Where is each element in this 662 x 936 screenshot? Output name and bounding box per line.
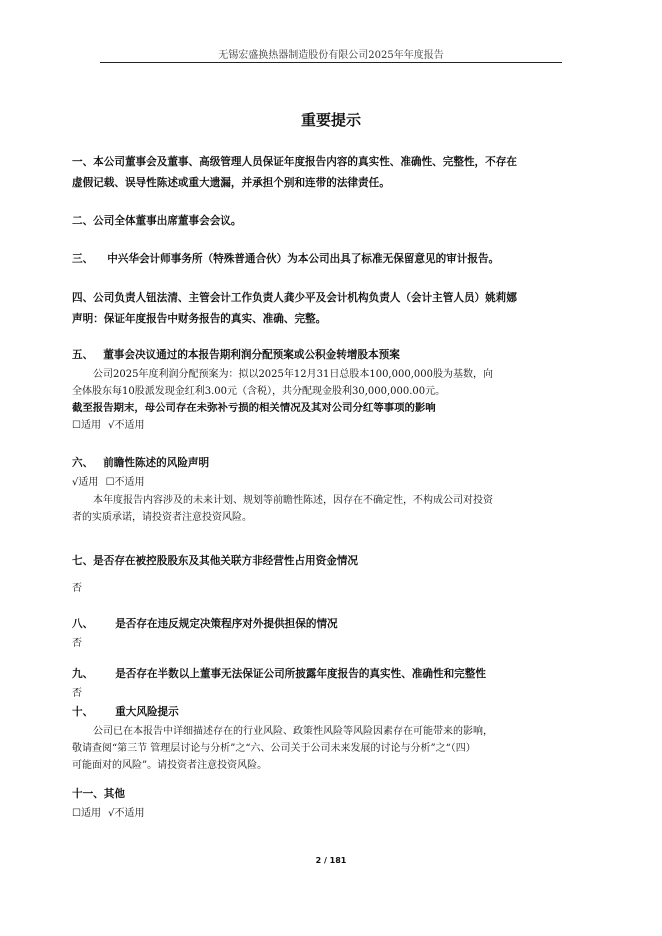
section-3-number: 三、 xyxy=(72,253,94,265)
section-1-line-2: 虚假记载、误导性陈述或重大遗漏，并承担个别和连带的法律责任。 xyxy=(72,177,390,189)
section-6-heading: 前瞻性陈述的风险声明 xyxy=(103,457,210,469)
section-2 xyxy=(72,211,572,232)
section-6-check-applicable: √适用 xyxy=(72,477,99,488)
section-5-check-not-applicable: √不适用 xyxy=(108,420,145,431)
page-number: 2 / 181 xyxy=(315,856,347,865)
section-11-check-not-applicable: √不适用 xyxy=(108,808,145,819)
section-10-para-2: 敬请查阅“第三节 管理层讨论与分析”之“六、公司关于公司未来发展的讨论与分析”之“（四） xyxy=(72,743,476,754)
section-11-checkboxes xyxy=(72,805,572,823)
section-7 xyxy=(72,551,572,597)
section-6 xyxy=(72,453,572,526)
section-3-text: 中兴华会计师事务所（特殊普通合伙）为本公司出具了标准无保留意见的审计报告。 xyxy=(107,253,500,265)
section-8-answer: 否 xyxy=(72,638,82,649)
section-8 xyxy=(72,614,572,652)
section-6-check-not-applicable: ☐不适用 xyxy=(105,477,145,488)
page-header: 无锡宏盛换热器制造股份有限公司2025年年度报告 xyxy=(218,50,444,61)
header-rule xyxy=(100,62,562,63)
section-7-heading: 七、是否存在被控股股东及其他关联方非经营性占用资金情况 xyxy=(72,555,359,567)
section-1-line-1: 一、本公司董事会及董事、高级管理人员保证年度报告内容的真实性、准确性、完整性，不存在 xyxy=(72,156,517,168)
section-7-answer: 否 xyxy=(72,583,82,594)
section-4 xyxy=(72,288,572,330)
section-9-answer: 否 xyxy=(72,688,82,699)
section-9-number: 九、 xyxy=(72,668,94,680)
section-11-heading: 十一、其他 xyxy=(72,788,125,800)
section-3 xyxy=(72,249,572,270)
section-2-text: 二、公司全体董事出席董事会会议。 xyxy=(72,215,242,227)
section-5-para-2: 全体股东每10股派发现金红利3.00元（含税），共分配现金股利30,000,000.00元。 xyxy=(72,386,446,397)
section-11 xyxy=(72,784,572,823)
section-9-heading: 是否存在半数以上董事无法保证公司所披露年度报告的真实性、准确性和完整性 xyxy=(115,668,486,680)
section-5-para-1: 公司2025年度利润分配预案为：拟以2025年12月31日总股本100,000,000股为基数，向 xyxy=(93,369,493,380)
section-1 xyxy=(72,152,572,194)
section-10 xyxy=(72,702,572,774)
section-10-para-3: 可能面对的风险”。请投资者注意投资风险。 xyxy=(72,760,268,771)
section-8-number: 八、 xyxy=(72,618,94,630)
section-5-checkboxes xyxy=(72,417,572,435)
section-10-number: 十、 xyxy=(72,706,94,718)
page-title: 重要提示 xyxy=(300,111,361,129)
section-5-subheading: 截至报告期末，母公司存在未弥补亏损的相关情况及其对公司分红等事项的影响 xyxy=(72,402,436,414)
section-4-line-2: 声明：保证年度报告中财务报告的真实、准确、完整。 xyxy=(72,313,327,325)
section-10-heading: 重大风险提示 xyxy=(115,706,179,718)
section-6-para-2: 者的实质承诺，请投资者注意投资风险。 xyxy=(72,512,252,523)
section-8-heading: 是否存在违反规定决策程序对外提供担保的情况 xyxy=(115,618,338,630)
section-6-checkboxes xyxy=(72,474,572,492)
section-9 xyxy=(72,664,572,702)
section-5-heading: 董事会决议通过的本报告期利润分配预案或公积金转增股本预案 xyxy=(103,349,400,361)
section-11-check-applicable: ☐适用 xyxy=(72,808,101,819)
section-6-number: 六、 xyxy=(72,457,94,469)
section-4-line-1: 四、公司负责人钮法清、主管会计工作负责人龚少平及会计机构负责人（会计主管人员）姚莉娜 xyxy=(72,292,517,304)
section-6-para-1: 本年度报告内容涉及的未来计划、规划等前瞻性陈述，因存在不确定性，不构成公司对投资 xyxy=(93,495,493,506)
section-5-number: 五、 xyxy=(72,349,94,361)
section-5-check-applicable: ☐适用 xyxy=(72,420,101,431)
section-5 xyxy=(72,345,572,435)
section-10-para-1: 公司已在本报告中详细描述存在的行业风险、政策性风险等风险因素存在可能带来的影响， xyxy=(93,726,493,737)
